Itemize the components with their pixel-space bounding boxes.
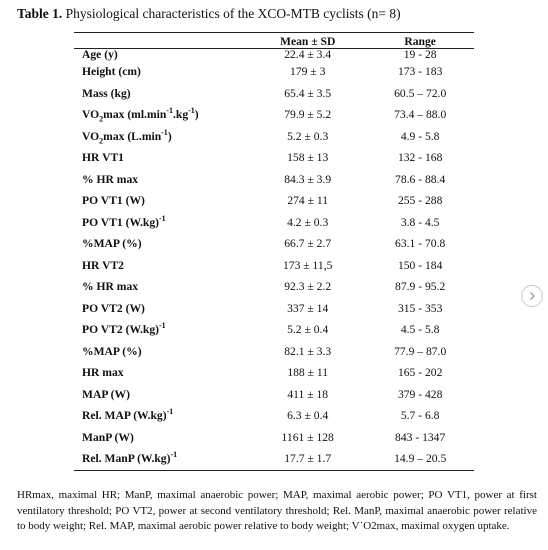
- row-label-part: MAP (W): [82, 387, 130, 401]
- row-range: 173 - 183: [397, 65, 443, 79]
- table-row: [74, 61, 474, 83]
- row-label: [74, 190, 249, 212]
- row-label: [74, 427, 249, 449]
- row-label-part: HR VT1: [82, 151, 124, 165]
- row-range: 843 - 1347: [395, 430, 446, 444]
- row-label-part: -1: [166, 106, 173, 116]
- row-range: 77.9 – 87.0: [394, 344, 447, 358]
- row-label-part: PO VT1 (W.kg: [82, 215, 156, 229]
- row-mean-sd: 84.3 ± 3.9: [284, 172, 332, 186]
- row-mean-sd: 92.3 ± 2.2: [284, 280, 332, 294]
- table-row: [74, 190, 474, 212]
- row-range: 150 - 184: [397, 258, 443, 272]
- row-label: [74, 147, 249, 169]
- row-label-part: HR VT2: [82, 258, 124, 272]
- row-range: 4.9 - 5.8: [400, 129, 440, 143]
- table-row: [74, 384, 474, 406]
- table-row: [74, 276, 474, 298]
- row-range: 165 - 202: [397, 366, 443, 380]
- table-caption-text: Physiological characteristics of the XCO-MTB cyclists (n= 8): [62, 6, 401, 21]
- row-label: [74, 49, 249, 62]
- table-row: [74, 104, 474, 126]
- row-label: [74, 61, 249, 83]
- row-label-part: .kg: [172, 108, 189, 122]
- row-label: [74, 341, 249, 363]
- table-row: [74, 448, 474, 470]
- row-range: 19 - 28: [403, 48, 437, 61]
- row-label-part: HR max: [82, 366, 124, 380]
- row-mean-sd: 158 ± 13: [287, 151, 329, 165]
- row-label-part: Rel. MAP (W.kg: [82, 409, 163, 423]
- table-footnote: HRmax, maximal HR; ManP, maximal anaerobic power; MAP, maximal aerobic power; PO VT1, power at first ventilatory threshold; PO VT2, power at second ventilatory threshold; Rel. ManP, maximal anaerobic power relative to body weight; Rel. MAP, maximal aerobic power relative to body weight; V˙O2max, maximal oxygen uptake.: [17, 489, 537, 532]
- row-label: [74, 448, 249, 470]
- row-label-part: ): [167, 129, 172, 143]
- row-label-part: -1: [188, 106, 195, 116]
- row-range: 4.5 - 5.8: [400, 323, 440, 337]
- row-label-part: % HR max: [82, 280, 139, 294]
- row-label-part: -1: [159, 321, 166, 331]
- table-row: [74, 49, 474, 62]
- row-label-part: ManP (W): [82, 430, 134, 444]
- row-label: [74, 384, 249, 406]
- table-header-row: [74, 33, 474, 49]
- row-range: 78.6 - 88.4: [395, 172, 446, 186]
- table-row: [74, 319, 474, 341]
- table-caption-label: Table 1.: [17, 6, 63, 21]
- table-row: [74, 405, 474, 427]
- row-label-part: Rel. ManP (W.kg: [82, 452, 167, 466]
- row-label-part: % HR max: [82, 172, 139, 186]
- physiology-table: [74, 32, 474, 471]
- table-row: [74, 83, 474, 105]
- row-mean-sd: 6.3 ± 0.4: [287, 409, 329, 423]
- next-button[interactable]: [521, 285, 543, 307]
- row-range: 63.1 - 70.8: [395, 237, 446, 251]
- header-parameter: [74, 33, 249, 49]
- row-label: [74, 126, 249, 148]
- row-label: [74, 212, 249, 234]
- row-range: 3.8 - 4.5: [400, 215, 440, 229]
- row-label-part: %MAP (%): [82, 344, 142, 358]
- header-range: Range: [404, 34, 436, 48]
- row-label: [74, 298, 249, 320]
- row-label-part: VO: [82, 108, 100, 122]
- table-row: [74, 212, 474, 234]
- row-label-part: max (L.min: [103, 129, 162, 143]
- table-row: [74, 298, 474, 320]
- row-label-part: Mass (kg): [82, 86, 131, 100]
- table-row: [74, 427, 474, 449]
- row-label-part: ): [162, 409, 167, 423]
- table-row: [74, 147, 474, 169]
- row-label-part: PO VT1 (W): [82, 194, 145, 208]
- row-label: [74, 255, 249, 277]
- table-row: [74, 362, 474, 384]
- row-mean-sd: 337 ± 14: [287, 301, 329, 315]
- row-mean-sd: 4.2 ± 0.3: [287, 215, 329, 229]
- row-label-part: -1: [159, 213, 166, 223]
- row-label-part: PO VT2 (W.kg: [82, 323, 156, 337]
- row-label-part: ): [155, 215, 159, 229]
- row-mean-sd: 179 ± 3: [290, 65, 326, 79]
- row-label-part: ): [155, 323, 159, 337]
- row-range: 73.4 – 88.0: [394, 108, 447, 122]
- row-label-part: Age (y): [82, 48, 118, 61]
- row-mean-sd: 411 ± 18: [287, 387, 329, 401]
- header-mean: Mean ± SD: [280, 34, 336, 48]
- row-mean-sd: 188 ± 11: [287, 366, 329, 380]
- row-label-part: PO VT2 (W): [82, 301, 145, 315]
- row-label-part: VO: [82, 129, 100, 143]
- row-label: [74, 276, 249, 298]
- row-mean-sd: 79.9 ± 5.2: [284, 108, 332, 122]
- row-label-part: Height (cm): [82, 65, 141, 79]
- row-range: 255 - 288: [397, 194, 443, 208]
- row-label-part: ): [166, 452, 171, 466]
- row-mean-sd: 5.2 ± 0.4: [287, 323, 329, 337]
- row-mean-sd: 17.7 ± 1.7: [284, 452, 332, 466]
- row-range: 5.7 - 6.8: [400, 409, 440, 423]
- row-mean-sd: 1161 ± 128: [281, 430, 334, 444]
- row-label-part: max (ml.min: [103, 108, 167, 122]
- table-row: [74, 233, 474, 255]
- row-label: [74, 233, 249, 255]
- row-range: 87.9 - 95.2: [395, 280, 446, 294]
- row-label: [74, 362, 249, 384]
- table-row: [74, 169, 474, 191]
- row-mean-sd: 22.4 ± 3.4: [284, 48, 332, 61]
- row-range: 379 - 428: [397, 387, 443, 401]
- row-label-part: ): [194, 108, 199, 122]
- row-label: [74, 319, 249, 341]
- row-label-part: -1: [161, 127, 168, 137]
- row-label-part: -1: [166, 407, 174, 417]
- row-mean-sd: 65.4 ± 3.5: [284, 86, 332, 100]
- row-label-part: %MAP (%): [82, 237, 142, 251]
- row-label: [74, 169, 249, 191]
- row-mean-sd: 5.2 ± 0.3: [287, 129, 329, 143]
- row-label: [74, 405, 249, 427]
- row-mean-sd: 173 ± 11,5: [282, 258, 333, 272]
- table-body: [74, 49, 474, 471]
- table-row: [74, 341, 474, 363]
- row-range: 315 - 353: [397, 301, 443, 315]
- row-label: [74, 83, 249, 105]
- chevron-right-icon: [527, 291, 537, 301]
- row-mean-sd: 82.1 ± 3.3: [284, 344, 332, 358]
- row-label-part: 2: [99, 114, 104, 124]
- table-row: [74, 255, 474, 277]
- row-label: [74, 104, 249, 126]
- table-header: [74, 33, 474, 49]
- row-label-part: -1: [170, 450, 178, 460]
- row-range: 60.5 – 72.0: [394, 86, 447, 100]
- table-row: [74, 126, 474, 148]
- row-label-part: 2: [99, 136, 104, 146]
- row-range: 132 - 168: [397, 151, 443, 165]
- row-mean-sd: 66.7 ± 2.7: [284, 237, 332, 251]
- data-table-container: [74, 32, 474, 471]
- row-mean-sd: 274 ± 11: [287, 194, 329, 208]
- row-range: 14.9 – 20.5: [394, 452, 447, 466]
- table-caption: [17, 6, 401, 22]
